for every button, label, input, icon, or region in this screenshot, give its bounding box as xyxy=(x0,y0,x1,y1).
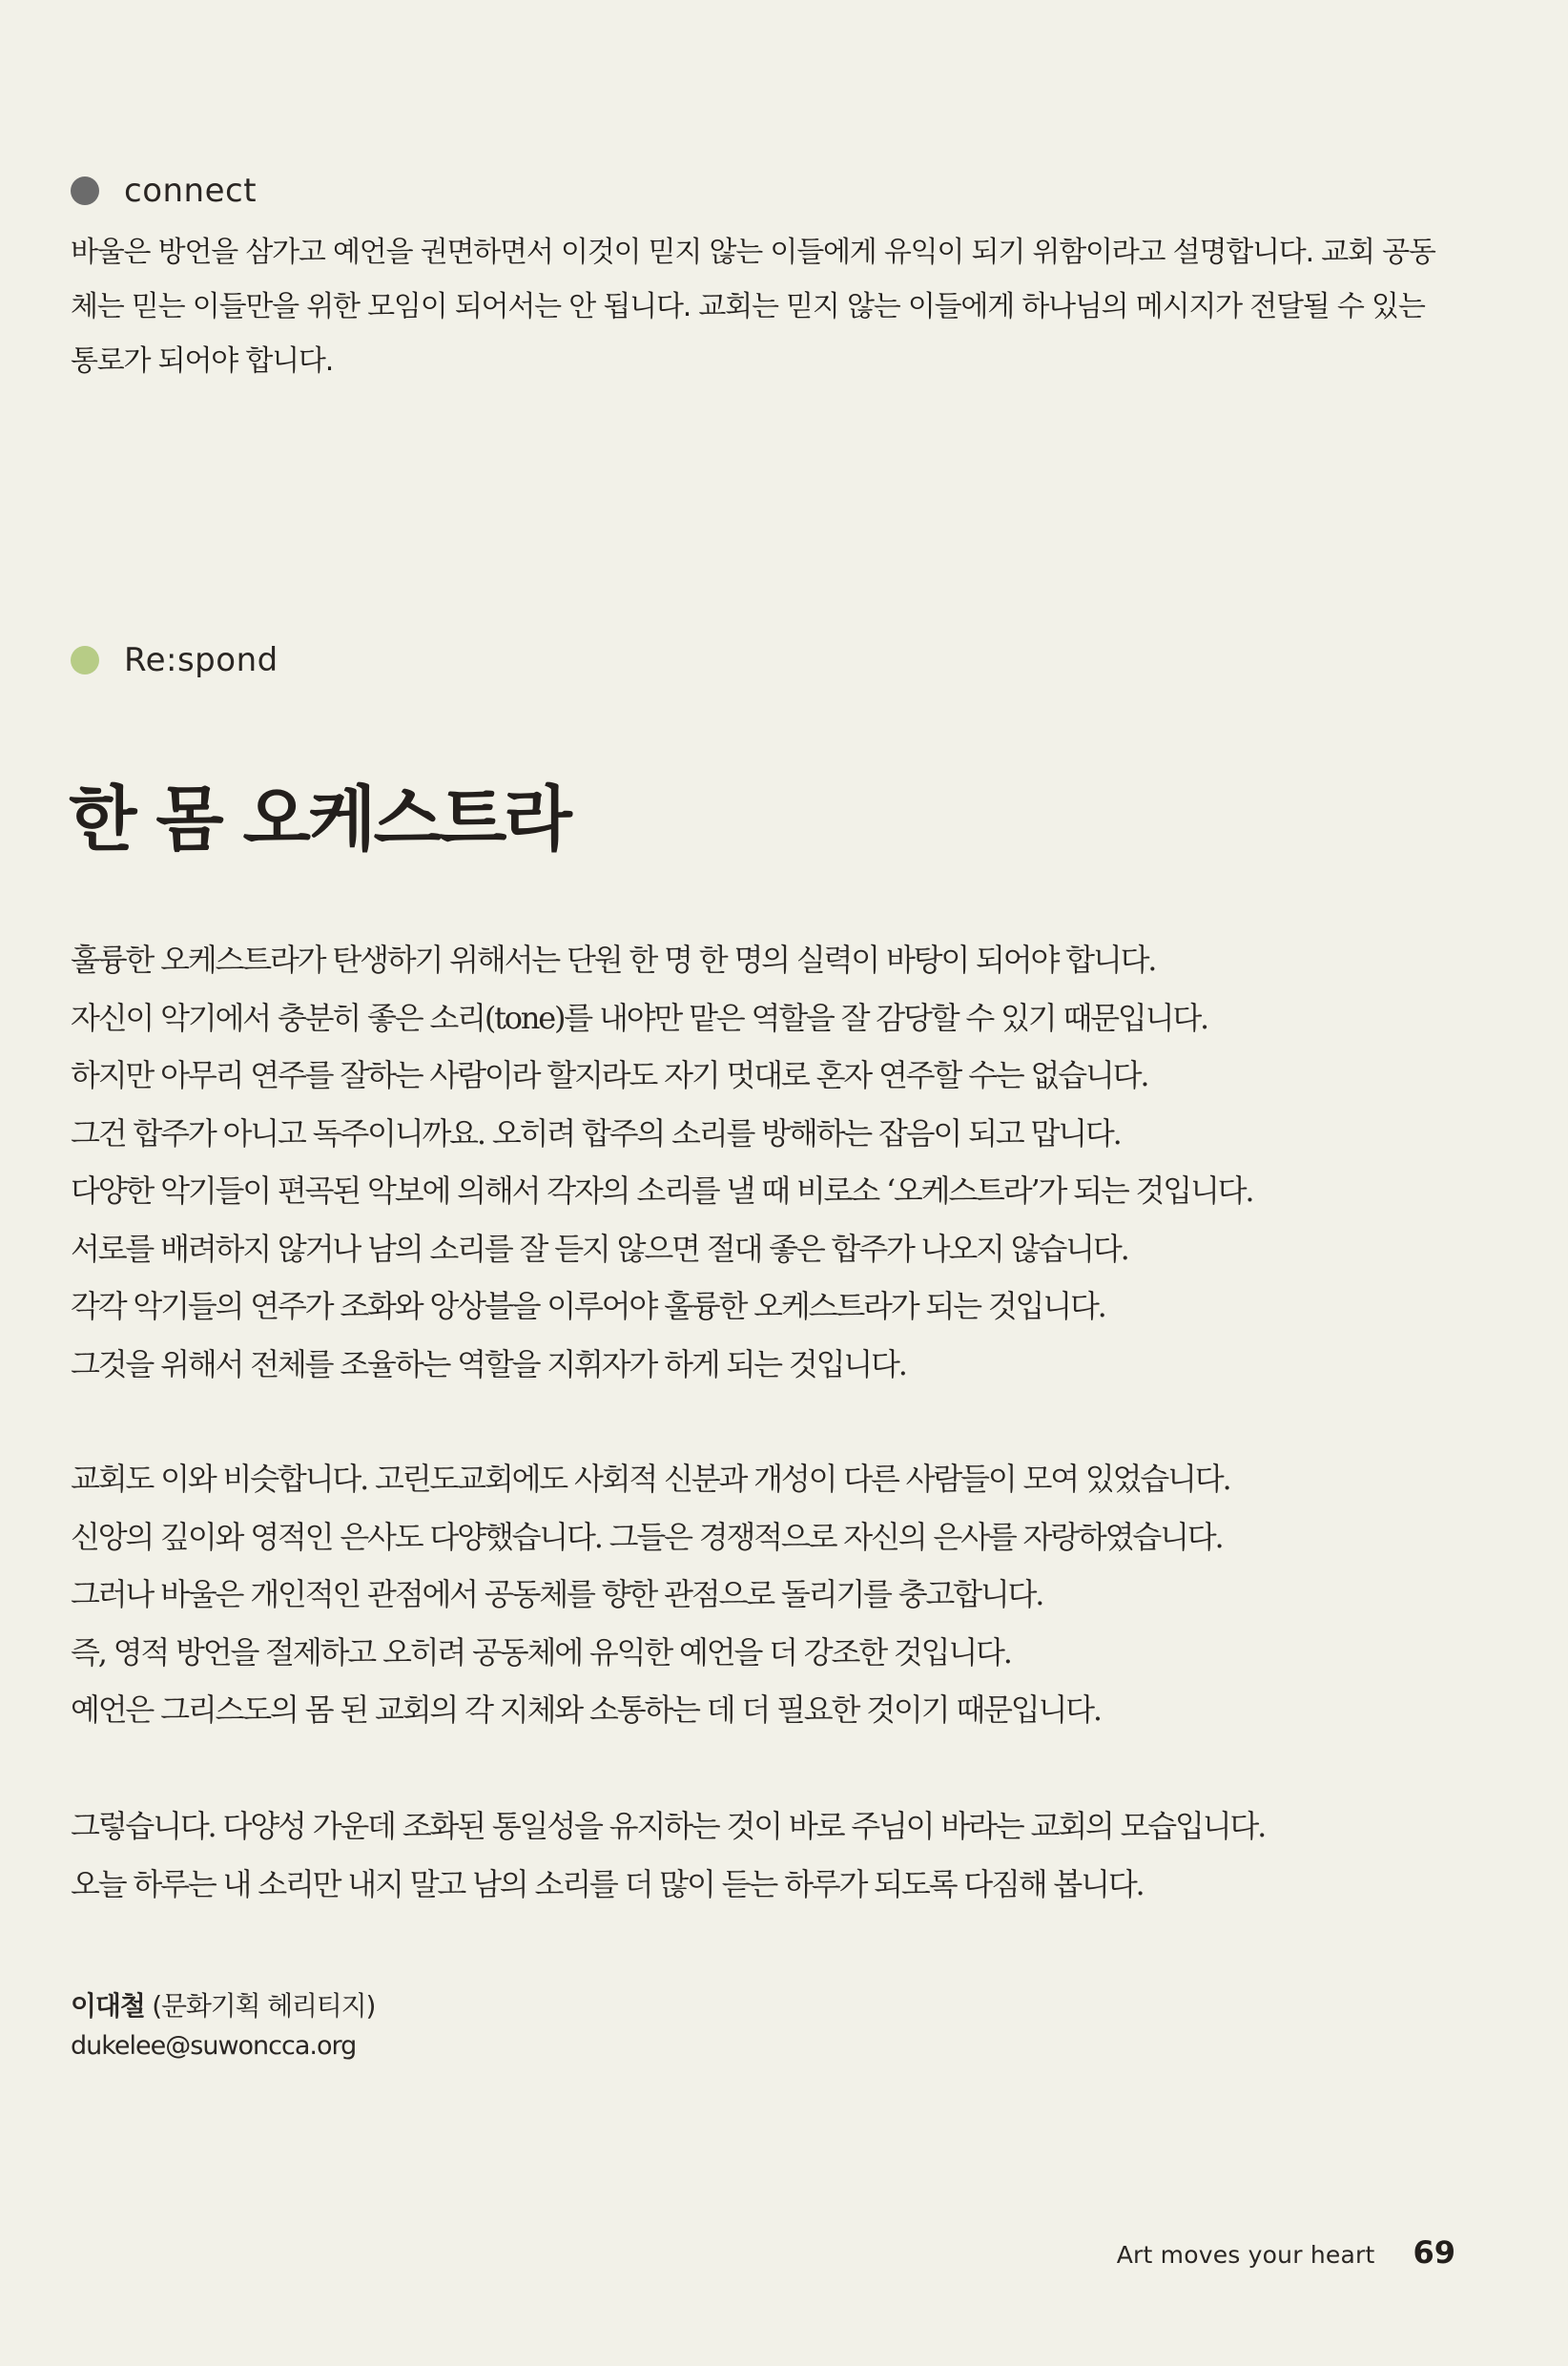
body-line: 서로를 배려하지 않거나 남의 소리를 잘 듣지 않으면 절대 좋은 합주가 나오지 않습니다. xyxy=(71,1230,1128,1267)
connect-label: connect xyxy=(124,172,258,210)
body-line: 각각 악기들의 연주가 조화와 앙상블을 이루어야 훌륭한 오케스트라가 되는 것입니다. xyxy=(71,1288,1105,1324)
green-circle-bullet-icon xyxy=(71,646,99,675)
body-line: 훌륭한 오케스트라가 탄생하기 위해서는 단원 한 명 한 명의 실력이 바탕이 되어야 합니다. xyxy=(71,942,1156,978)
connect-line: 바울은 방언을 삼가고 예언을 권면하면서 이것이 믿지 않는 이들에게 유익이 되기 위함이라고 설명합니다. 교회 공동 xyxy=(71,236,1435,269)
author-block xyxy=(71,1986,375,2066)
respond-label: Re:spond xyxy=(124,641,279,679)
body-line: 그렇습니다. 다양성 가운데 조화된 통일성을 유지하는 것이 바로 주님이 바라는 교회의 모습입니다. xyxy=(71,1808,1266,1844)
author-affiliation: (문화기획 헤리티지) xyxy=(152,1990,376,2022)
connect-line: 통로가 되어야 합니다. xyxy=(71,344,334,378)
page-number: 69 xyxy=(1413,2234,1455,2271)
body-line: 신앙의 깊이와 영적인 은사도 다양했습니다. 그들은 경쟁적으로 자신의 은사를 자랑하였습니다. xyxy=(71,1518,1223,1555)
body-line: 자신이 악기에서 충분히 좋은 소리(tone)를 내야만 맡은 역할을 잘 감당할 수 있기 때문입니다. xyxy=(71,999,1207,1036)
body-line: 다양한 악기들이 편곡된 악보에 의해서 각자의 소리를 낼 때 비로소 ‘오케스트라’가 되는 것입니다. xyxy=(71,1173,1253,1209)
author-email: dukelee@suwoncca.org xyxy=(71,2031,357,2061)
body-paragraph-1 xyxy=(71,931,1482,1393)
body-paragraph-2 xyxy=(71,1450,1482,1739)
page-footer xyxy=(1117,2234,1455,2271)
body-line: 즉, 영적 방언을 절제하고 오히려 공동체에 유익한 예언을 더 강조한 것입니다. xyxy=(71,1633,1011,1671)
article-title: 한 몸 오케스트라 xyxy=(69,778,569,861)
body-line: 오늘 하루는 내 소리만 내지 말고 남의 소리를 더 많이 듣는 하루가 되도록 다짐해 봅니다. xyxy=(71,1865,1144,1902)
body-paragraph-3 xyxy=(71,1797,1482,1913)
connect-body xyxy=(71,225,1473,388)
connect-line: 체는 믿는 이들만을 위한 모임이 되어서는 안 됩니다. 교회는 믿지 않는 이들에게 하나님의 메시지가 전달될 수 있는 xyxy=(71,290,1425,323)
body-line: 예언은 그리스도의 몸 된 교회의 각 지체와 소통하는 데 더 필요한 것이기 때문입니다. xyxy=(71,1691,1101,1728)
connect-heading xyxy=(71,172,257,210)
body-line: 그건 합주가 아니고 독주이니까요. 오히려 합주의 소리를 방해하는 잡음이 되고 맙니다. xyxy=(71,1114,1121,1152)
body-line: 그러나 바울은 개인적인 관점에서 공동체를 향한 관점으로 돌리기를 충고합니다. xyxy=(71,1576,1043,1612)
body-line: 하지만 아무리 연주를 잘하는 사람이라 할지라도 자기 멋대로 혼자 연주할 수는 없습니다. xyxy=(71,1057,1148,1093)
body-line: 교회도 이와 비슷합니다. 고린도교회에도 사회적 신분과 개성이 다른 사람들이 모여 있었습니다. xyxy=(71,1461,1230,1497)
respond-heading xyxy=(71,641,279,679)
footer-tagline: Art moves your heart xyxy=(1116,2241,1375,2269)
gray-circle-bullet-icon xyxy=(71,176,99,205)
body-line: 그것을 위해서 전체를 조율하는 역할을 지휘자가 하게 되는 것입니다. xyxy=(71,1345,906,1382)
author-name: 이대철 xyxy=(71,1990,145,2022)
